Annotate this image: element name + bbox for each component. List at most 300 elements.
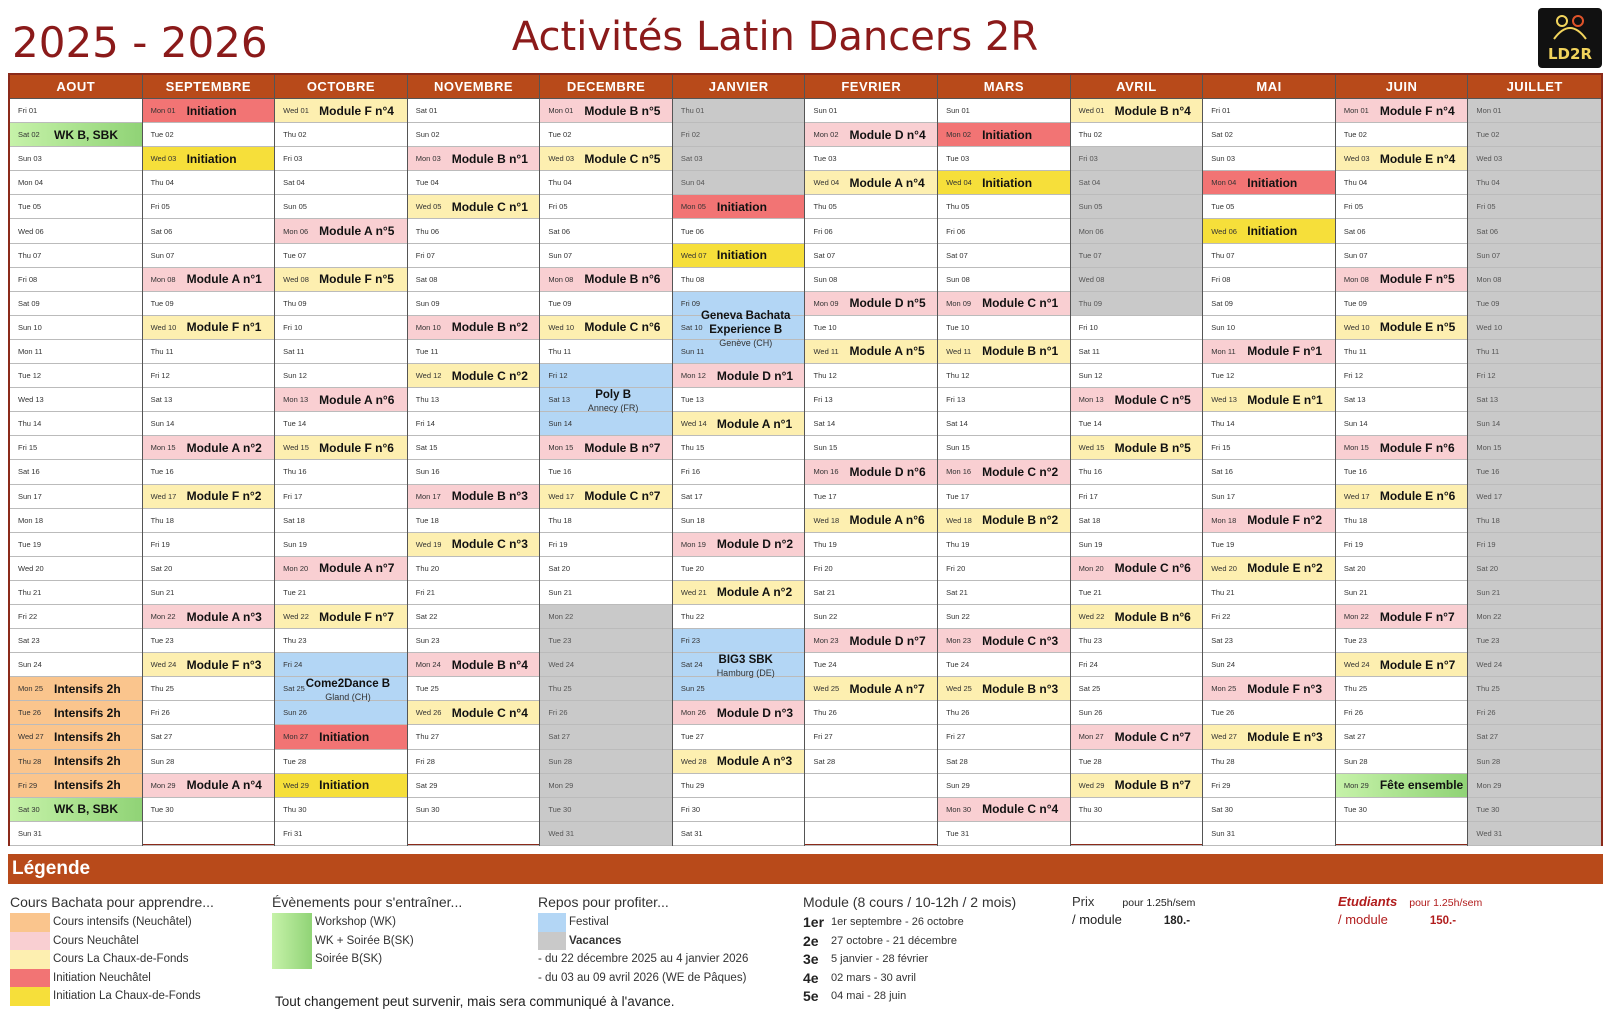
day-label: Mon 17 (415, 491, 441, 501)
day-label: Thu 28 (18, 756, 42, 766)
module-number: 3e (803, 951, 819, 968)
day-label: Tue 30 (150, 804, 174, 814)
legend-label: Cours Neuchâtel (53, 934, 139, 947)
month-column-juillet (1468, 75, 1601, 846)
day-cell (1071, 268, 1203, 292)
day-cell (10, 533, 142, 557)
day-label: Sun 07 (150, 250, 175, 260)
day-cell (1071, 557, 1203, 581)
day-label: Sat 22 (415, 612, 438, 622)
day-cell (1468, 219, 1601, 243)
day-cell (143, 364, 275, 388)
day-label: Sun 24 (18, 660, 42, 670)
activity-label: Module C n°3 (451, 537, 528, 552)
activity-label: Module D n°6 (849, 464, 926, 479)
day-cell (805, 219, 937, 243)
day-cell (10, 388, 142, 412)
empty-cell (805, 822, 937, 846)
day-label: Wed 14 (680, 419, 707, 429)
day-label: Sat 06 (150, 226, 173, 236)
day-cell (143, 268, 275, 292)
day-label: Tue 30 (1343, 804, 1367, 814)
day-cell (1071, 798, 1203, 822)
activity-label: Module A n°3 (716, 754, 793, 769)
day-label: Thu 02 (1078, 130, 1103, 140)
day-cell (408, 750, 540, 774)
festival-name: Come2Dance B (305, 678, 391, 691)
day-label: Tue 17 (813, 491, 837, 501)
activity-label: Module C n°4 (982, 802, 1059, 817)
day-label: Thu 25 (1476, 684, 1500, 694)
day-cell (1203, 195, 1335, 219)
module-dates: 02 mars - 30 avril (831, 971, 916, 984)
day-label: Fri 12 (548, 371, 568, 381)
day-cell (540, 750, 672, 774)
day-cell (938, 340, 1070, 364)
day-label: Fri 28 (415, 756, 435, 766)
day-label: Thu 14 (1211, 419, 1235, 429)
day-label: Mon 27 (1078, 732, 1104, 742)
day-cell (1336, 509, 1468, 533)
day-cell (805, 629, 937, 653)
day-cell (143, 244, 275, 268)
day-cell (805, 605, 937, 629)
activity-label: Initiation (186, 103, 237, 118)
empty-cell (1336, 822, 1468, 846)
activity-label: Module D n°2 (716, 537, 794, 552)
day-cell (143, 123, 275, 147)
day-cell (673, 533, 805, 557)
day-label: Wed 04 (946, 178, 972, 188)
day-cell (275, 412, 407, 436)
day-cell (1071, 340, 1203, 364)
day-cell (275, 533, 407, 557)
activity-label: Module B n°6 (1114, 609, 1191, 624)
day-label: Wed 20 (18, 563, 44, 573)
day-cell (1203, 412, 1335, 436)
day-cell (673, 750, 805, 774)
day-label: Thu 12 (813, 371, 837, 381)
day-cell (1336, 316, 1468, 340)
activity-label: Module D n°7 (849, 633, 926, 648)
day-label: Sun 14 (1476, 419, 1501, 429)
day-cell (1203, 653, 1335, 677)
day-cell (1071, 774, 1203, 798)
activity-label: Module A n°1 (186, 272, 262, 287)
month-header: AVRIL (1071, 75, 1203, 99)
etudiants-per: pour 1.25h/sem (1409, 897, 1483, 909)
day-label: Sat 07 (946, 250, 968, 260)
day-cell (673, 99, 805, 123)
day-cell (1468, 460, 1601, 484)
day-label: Tue 28 (1078, 756, 1102, 766)
dancers-icon (1548, 13, 1592, 43)
day-label: Mon 08 (1343, 274, 1369, 284)
day-cell (1468, 509, 1601, 533)
day-label: Fri 13 (946, 395, 966, 405)
day-cell (540, 99, 672, 123)
day-cell (1468, 677, 1601, 701)
day-cell (1336, 292, 1468, 316)
day-label: Thu 15 (680, 443, 705, 453)
day-label: Wed 06 (18, 226, 44, 236)
day-label: Sun 22 (946, 612, 970, 622)
day-cell (275, 557, 407, 581)
legend-item (10, 932, 214, 951)
day-label: Sun 24 (1211, 660, 1236, 670)
day-label: Tue 27 (680, 732, 704, 742)
empty-cell (1071, 822, 1203, 846)
day-cell (673, 292, 805, 316)
activity-label: Module F n°7 (1379, 609, 1455, 624)
day-label: Sun 18 (680, 515, 705, 525)
day-label: Mon 06 (1078, 226, 1104, 236)
day-cell (805, 701, 937, 725)
day-cell (275, 725, 407, 749)
legend-item (272, 950, 462, 969)
day-label: Thu 16 (1078, 467, 1103, 477)
legend-swatch (10, 932, 50, 951)
day-label: Sat 27 (1343, 732, 1366, 742)
day-cell (1203, 171, 1335, 195)
day-label: Sun 23 (415, 636, 440, 646)
day-label: Wed 12 (415, 371, 442, 381)
day-label: Wed 10 (548, 322, 575, 332)
day-label: Sun 08 (813, 274, 838, 284)
day-label: Mon 26 (680, 708, 706, 718)
day-cell (1468, 123, 1601, 147)
day-label: Wed 24 (1343, 660, 1370, 670)
day-label: Sat 14 (813, 419, 836, 429)
day-label: Fri 20 (813, 563, 833, 573)
day-cell (938, 460, 1070, 484)
day-cell (143, 171, 275, 195)
day-label: Sun 03 (1211, 154, 1236, 164)
day-cell (1203, 798, 1335, 822)
day-cell (1468, 485, 1601, 509)
day-cell (275, 653, 407, 677)
day-cell (673, 147, 805, 171)
day-label: Thu 30 (1078, 804, 1103, 814)
day-cell (10, 677, 142, 701)
day-label: Thu 20 (415, 563, 440, 573)
legend-label: Cours La Chaux-de-Fonds (53, 953, 189, 966)
legend-item (272, 913, 462, 932)
activity-label: Module A n°2 (716, 585, 793, 600)
day-label: Fri 05 (150, 202, 170, 212)
day-cell (938, 99, 1070, 123)
day-label: Fri 19 (1343, 539, 1363, 549)
activity-label: Module D n°5 (849, 296, 926, 311)
day-label: Thu 19 (813, 539, 837, 549)
module-period (803, 987, 1016, 1006)
activity-label: Initiation (1247, 175, 1298, 190)
day-cell (1071, 509, 1203, 533)
day-label: Thu 29 (680, 780, 705, 790)
day-label: Wed 25 (813, 684, 840, 694)
day-cell (1071, 701, 1203, 725)
day-label: Wed 11 (813, 346, 839, 356)
day-label: Fri 05 (1476, 202, 1496, 212)
legend-label: Workshop (WK) (315, 916, 396, 929)
day-cell (1071, 653, 1203, 677)
day-label: Sat 24 (680, 660, 703, 670)
activity-label: Initiation (716, 199, 767, 214)
day-cell (673, 798, 805, 822)
day-cell (1203, 725, 1335, 749)
day-cell (408, 364, 540, 388)
day-label: Wed 01 (1078, 106, 1105, 116)
day-cell (275, 629, 407, 653)
day-cell (938, 316, 1070, 340)
day-label: Mon 02 (813, 130, 839, 140)
day-cell (275, 195, 407, 219)
day-cell (1203, 340, 1335, 364)
day-label: Sat 27 (1476, 732, 1499, 742)
day-cell (408, 485, 540, 509)
day-cell (1336, 436, 1468, 460)
day-label: Fri 10 (283, 322, 303, 332)
year-title: 2025 - 2026 (12, 18, 268, 67)
day-label: Thu 07 (1211, 250, 1235, 260)
day-cell (673, 629, 805, 653)
day-label: Mon 18 (18, 515, 44, 525)
day-cell (275, 244, 407, 268)
day-label: Fri 26 (1343, 708, 1363, 718)
day-cell (1071, 460, 1203, 484)
day-label: Tue 09 (548, 298, 572, 308)
day-cell (1468, 557, 1601, 581)
day-cell (408, 219, 540, 243)
day-cell (938, 798, 1070, 822)
day-label: Wed 17 (1343, 491, 1370, 501)
day-cell (1071, 244, 1203, 268)
day-cell (275, 99, 407, 123)
activity-label: Initiation (1247, 224, 1298, 239)
day-label: Sat 21 (946, 587, 968, 597)
day-label: Fri 21 (415, 587, 435, 597)
day-cell (1468, 701, 1601, 725)
legend-etudiants (1338, 894, 1482, 927)
day-label: Thu 04 (150, 178, 174, 188)
day-cell (1336, 244, 1468, 268)
day-label: Sat 18 (283, 515, 305, 525)
day-cell (938, 701, 1070, 725)
day-label: Mon 16 (946, 467, 972, 477)
activity-label: Module B n°4 (1114, 103, 1191, 118)
day-cell (1203, 268, 1335, 292)
day-cell (805, 460, 937, 484)
day-cell (805, 171, 937, 195)
day-cell (408, 653, 540, 677)
day-label: Wed 17 (1476, 491, 1503, 501)
activity-label: Module F n°2 (186, 489, 262, 504)
day-label: Sat 20 (1476, 563, 1499, 573)
activity-label: Module C n°1 (982, 296, 1059, 311)
day-label: Fri 16 (680, 467, 701, 477)
day-label: Sun 17 (18, 491, 42, 501)
day-cell (1203, 292, 1335, 316)
day-label: Mon 29 (548, 780, 574, 790)
day-label: Thu 21 (1211, 587, 1235, 597)
day-cell (540, 340, 672, 364)
day-cell (275, 268, 407, 292)
day-cell (275, 750, 407, 774)
day-cell (540, 316, 672, 340)
day-cell (540, 533, 672, 557)
day-label: Thu 02 (283, 130, 307, 140)
activity-label: Module F n°5 (1379, 272, 1455, 287)
day-label: Mon 12 (680, 371, 706, 381)
day-cell (805, 509, 937, 533)
day-cell (10, 774, 142, 798)
day-cell (938, 364, 1070, 388)
day-label: Tue 14 (1078, 419, 1102, 429)
day-label: Tue 25 (415, 684, 439, 694)
day-cell (1468, 292, 1601, 316)
day-cell (1468, 147, 1601, 171)
activity-label: Module B n°5 (584, 103, 661, 118)
activity-label: Module F n°2 (1247, 513, 1323, 528)
activity-label: Module F n°3 (186, 657, 262, 672)
day-cell (143, 533, 275, 557)
day-label: Thu 05 (813, 202, 837, 212)
day-cell (1336, 798, 1468, 822)
day-label: Sat 17 (680, 491, 703, 501)
activity-label: Module C n°3 (982, 633, 1059, 648)
day-label: Thu 05 (946, 202, 970, 212)
activity-label: Module C n°2 (982, 464, 1059, 479)
day-label: Sat 11 (1078, 346, 1100, 356)
day-label: Sun 28 (1476, 756, 1501, 766)
day-cell (408, 533, 540, 557)
day-cell (540, 581, 672, 605)
day-label: Thu 16 (283, 467, 307, 477)
day-cell (1336, 219, 1468, 243)
day-label: Wed 22 (283, 612, 309, 622)
day-cell (673, 509, 805, 533)
day-cell (1468, 605, 1601, 629)
day-cell (408, 147, 540, 171)
day-cell (1336, 388, 1468, 412)
day-label: Mon 22 (548, 612, 574, 622)
day-cell (1468, 774, 1601, 798)
day-cell (408, 557, 540, 581)
day-label: Thu 11 (548, 346, 572, 356)
day-cell (805, 750, 937, 774)
day-cell (540, 485, 672, 509)
day-cell (275, 605, 407, 629)
activity-label: Module A n°7 (319, 561, 395, 576)
legend-repos (538, 894, 748, 987)
day-label: Fri 19 (548, 539, 568, 549)
day-label: Tue 21 (283, 587, 307, 597)
day-label: Wed 15 (1078, 443, 1105, 453)
day-cell (10, 557, 142, 581)
day-cell (143, 485, 275, 509)
festival-place: Hamburg (DE) (716, 668, 775, 679)
day-cell (938, 219, 1070, 243)
day-cell (540, 219, 672, 243)
day-label: Sun 21 (1343, 587, 1368, 597)
day-cell (1468, 533, 1601, 557)
day-label: Sat 29 (415, 780, 438, 790)
day-cell (673, 388, 805, 412)
day-cell (1336, 412, 1468, 436)
month-column-janvier (673, 75, 806, 846)
empty-cell (805, 798, 937, 822)
legend-header: Légende (8, 854, 1603, 884)
day-label: Fri 13 (813, 395, 833, 405)
day-label: Wed 18 (813, 515, 840, 525)
day-label: Sun 21 (150, 587, 175, 597)
activity-label: Initiation (982, 127, 1033, 142)
day-label: Fri 01 (18, 106, 38, 116)
day-label: Sat 02 (1211, 130, 1233, 140)
activity-label: Module F n°4 (319, 103, 394, 118)
etudiants-value: 150.- (1429, 915, 1457, 927)
day-cell (1468, 244, 1601, 268)
day-cell (938, 147, 1070, 171)
day-cell (1336, 677, 1468, 701)
legend-swatch (10, 969, 50, 988)
activity-label: Module A n°5 (849, 344, 925, 359)
activity-label: Module C n°7 (1114, 729, 1191, 744)
legend-vacances-note-2: - du 03 au 09 avril 2026 (WE de Pâques) (538, 971, 747, 984)
etudiants-title: Etudiants (1338, 894, 1398, 909)
day-cell (10, 99, 142, 123)
day-cell (1203, 99, 1335, 123)
day-label: Mon 06 (283, 226, 309, 236)
day-label: Sat 06 (548, 226, 571, 236)
day-cell (805, 485, 937, 509)
day-cell (673, 774, 805, 798)
day-label: Thu 21 (18, 587, 42, 597)
day-cell (1203, 388, 1335, 412)
activity-label: Module A n°6 (849, 513, 925, 528)
day-cell (408, 171, 540, 195)
day-label: Sun 31 (1211, 828, 1236, 838)
activity-label: WK B, SBK (54, 127, 118, 142)
day-label: Sun 22 (813, 612, 838, 622)
festival-name: Poly B (595, 389, 632, 402)
day-cell (1336, 268, 1468, 292)
day-cell (1071, 412, 1203, 436)
activity-label: Intensifs 2h (54, 778, 121, 793)
day-label: Sat 28 (813, 756, 836, 766)
day-label: Mon 18 (1211, 515, 1237, 525)
day-label: Fri 22 (18, 612, 38, 622)
day-label: Sun 03 (18, 154, 42, 164)
day-label: Tue 31 (946, 828, 970, 838)
day-cell (143, 509, 275, 533)
activity-label: Module F n°4 (1379, 103, 1455, 118)
day-label: Tue 30 (548, 804, 572, 814)
day-cell (143, 99, 275, 123)
day-cell (540, 798, 672, 822)
day-cell (10, 219, 142, 243)
day-cell (805, 653, 937, 677)
day-cell (1203, 677, 1335, 701)
day-label: Fri 29 (18, 780, 38, 790)
day-cell (1336, 123, 1468, 147)
day-cell (10, 581, 142, 605)
day-cell (1071, 99, 1203, 123)
day-cell (408, 99, 540, 123)
day-cell (1203, 533, 1335, 557)
day-cell (1336, 605, 1468, 629)
day-cell (408, 701, 540, 725)
